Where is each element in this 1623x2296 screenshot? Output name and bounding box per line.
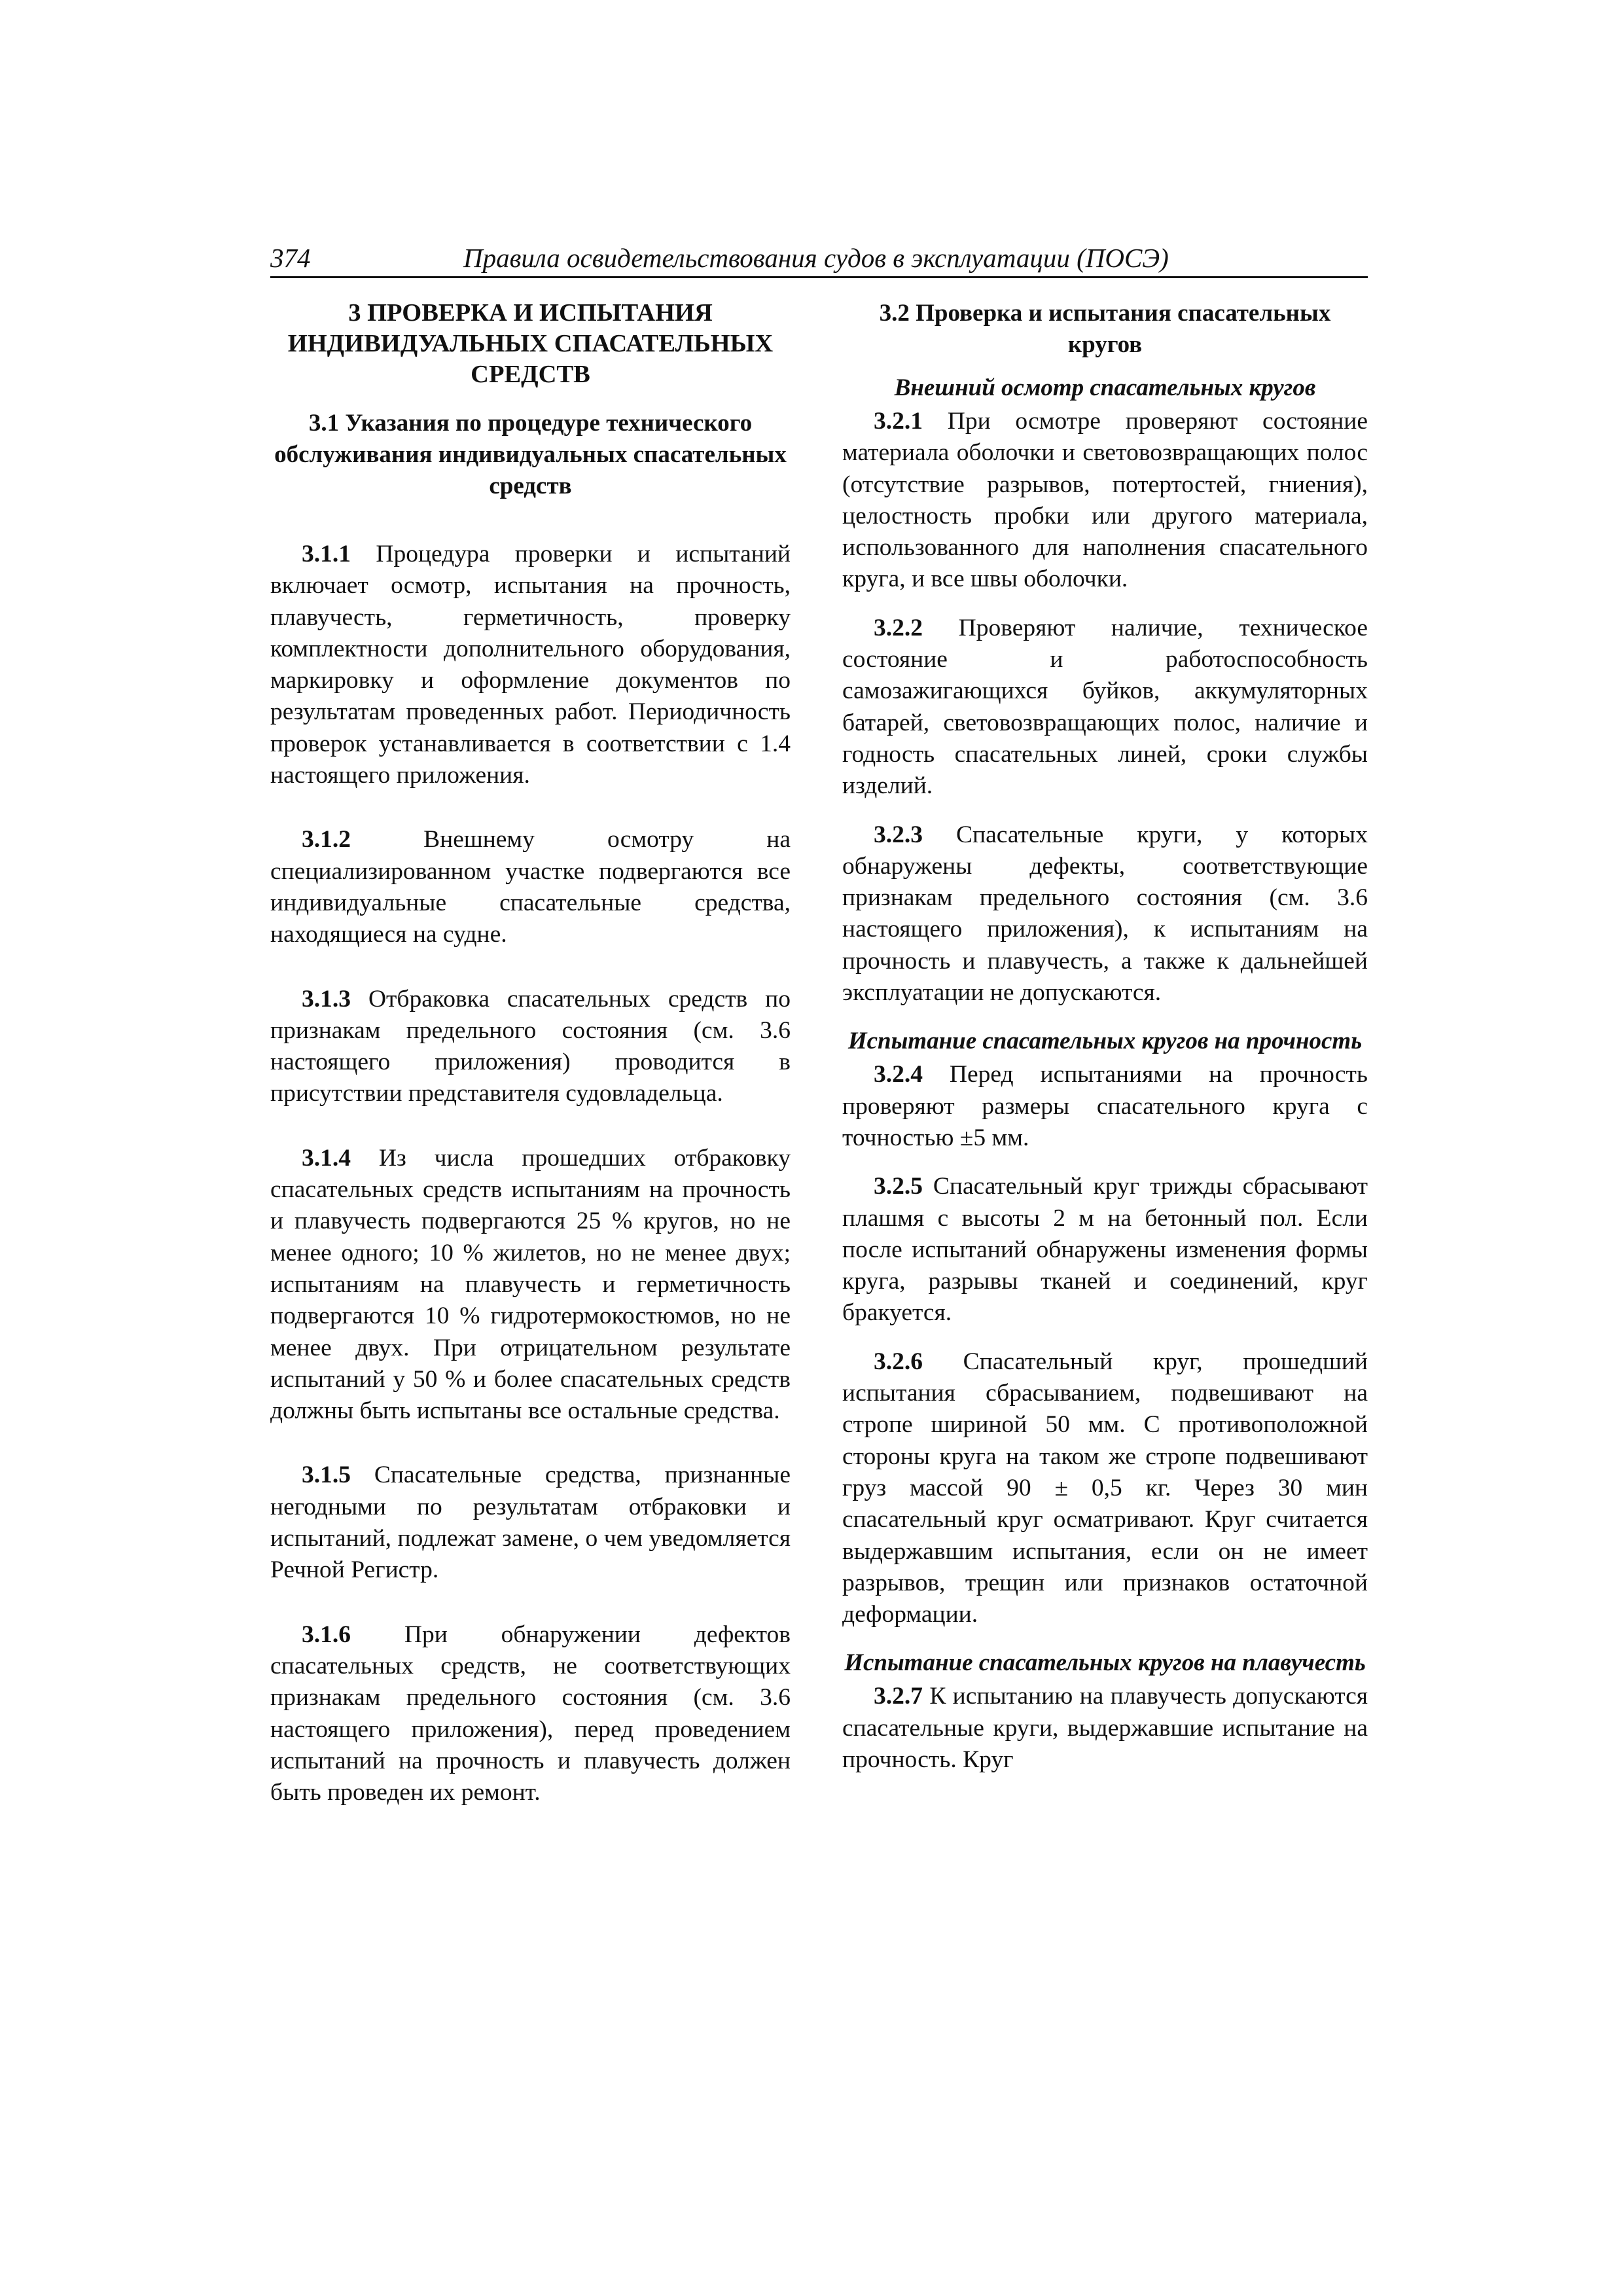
paragraph-number: 3.1.2 (302, 826, 351, 853)
paragraph-text: Внешнему осмотру на специализированном участке подвергаются все индивидуальные спасательные средства, находящиеся на судне. (270, 826, 791, 948)
heading-external-inspection: Внешний осмотр спасательных кругов (894, 374, 1316, 401)
running-title: Правила освидетельствования судов в эксплуатации (ПОСЭ) (463, 243, 1169, 273)
paragraph-text: Спасательные средства, признанные негодными по результатам отбраковки и испытаний, подлежат замене, о чем уведомляется Речной Регистр. (270, 1462, 791, 1584)
paragraph-number: 3.1.6 (302, 1621, 351, 1648)
subsection-title-3-1: 3.1 Указания по процедуре технического обслуживания индивидуальных спасательных средств (274, 410, 787, 499)
left-column (270, 298, 791, 1841)
paragraph-3-2-6 (842, 1346, 1368, 1631)
paragraph-text: При осмотре проверяют состояние материала оболочки и световозвращающих полос (отсутствие разрывов, потертостей, гниения), целостность пробки или другого материала, использованного для наполнения спасательного круга, и все швы оболочки. (842, 408, 1368, 593)
paragraph-number: 3.2.1 (874, 408, 923, 435)
paragraph-text: При обнаружении дефектов спасательных средств, не соответствующих признакам предельного состояния (см. 3.6 настоящего приложения), перед проведением испытаний на прочность и плавучесть должен быть проведен их ремонт. (270, 1621, 791, 1806)
paragraph-number: 3.1.1 (302, 541, 351, 567)
heading-buoyancy-test: Испытание спасательных кругов на плавучесть (844, 1649, 1366, 1677)
right-column (842, 298, 1368, 1793)
paragraph-3-1-6 (270, 1619, 791, 1809)
paragraph-number: 3.2.2 (874, 614, 923, 641)
paragraph-text: Перед испытаниями на прочность проверяют размеры спасательного круга с точностью ±5 мм. (842, 1061, 1368, 1151)
paragraph-3-1-1 (270, 539, 791, 791)
paragraph-text: Проверяют наличие, техническое состояние и работоспособность самозажигающихся буйков, аккумуляторных батарей, световозвращающих полос, наличие и годность спасательных линей, сроки службы изделий. (842, 614, 1368, 800)
paragraph-3-2-7 (842, 1681, 1368, 1776)
paragraph-number: 3.1.4 (302, 1144, 351, 1172)
paragraph-text: Из числа прошедших отбраковку спасательных средств испытаниям на прочность и плавучесть подвергаются 25 % кругов, но не менее одного; 10 % жилетов, но не менее двух; испытаниям на плавучесть и герметичность подвергаются 10 % гидротермокостюмов, но не менее двух. При отрицательном результате испытаний у 50 % и более спасательных средств должны быть испытаны все остальные средства. (270, 1144, 791, 1425)
page-number: 374 (270, 243, 311, 273)
paragraph-3-1-2 (270, 824, 791, 950)
running-header (270, 240, 1368, 278)
paragraph-number: 3.2.4 (874, 1061, 923, 1088)
paragraph-number: 3.1.5 (302, 1462, 351, 1489)
paragraph-3-1-4 (270, 1143, 791, 1427)
paragraph-text: Отбраковка спасательных средств по признакам предельного состояния (см. 3.6 настоящего приложения) проводится в присутствии представителя судовладельца. (270, 985, 791, 1107)
paragraph-text: К испытанию на плавучесть допускаются спасательные круги, выдержавшие испытание на прочность. Круг (842, 1683, 1368, 1773)
paragraph-text: Спасательные круги, у которых обнаружены дефекты, соответствующие признакам предельного состояния (см. 3.6 настоящего приложения), к испытаниям на прочность и плавучесть, а также к дальнейшей эксплуатации не допускаются. (842, 821, 1368, 1007)
paragraph-number: 3.2.5 (874, 1173, 923, 1200)
paragraph-3-2-4 (842, 1059, 1368, 1154)
heading-strength-test: Испытание спасательных кругов на прочность (847, 1028, 1363, 1055)
paragraph-number: 3.2.6 (874, 1348, 923, 1375)
paragraph-text: Спасательный круг трижды сбрасывают плашмя с высоты 2 м на бетонный пол. Если после испытаний обнаружены изменения формы круга, разрывы тканей и соединений, круг бракуется. (842, 1173, 1368, 1327)
paragraph-number: 3.2.7 (874, 1683, 923, 1710)
paragraph-3-2-3 (842, 819, 1368, 1009)
paragraph-text: Процедура проверки и испытаний включает осмотр, испытания на прочность, плавучесть, герметичность, проверку комплектности дополнительного оборудования, маркировку и оформление документов по результатам проведенных работ. Периодичность проверок устанавливается в соответствии с 1.4 настоящего приложения. (270, 541, 791, 789)
paragraph-3-2-5 (842, 1171, 1368, 1329)
paragraph-3-1-3 (270, 984, 791, 1110)
section-title: 3 ПРОВЕРКА И ИСПЫТАНИЯ ИНДИВИДУАЛЬНЫХ СПАСАТЕЛЬНЫХ СРЕДСТВ (287, 299, 774, 388)
subsection-title-3-2: 3.2 Проверка и испытания спасательных кругов (879, 300, 1331, 358)
paragraph-number: 3.1.3 (302, 985, 351, 1013)
paragraph-text: Спасательный круг, прошедший испытания сбрасыванием, подвешивают на стропе шириной 50 мм. С противоположной стороны круга на таком же стропе подвешивают груз массой 90 ± 0,5 кг. Через 30 мин спасательный круг осматривают. Круг считается выдержавшим испытания, если он не имеет разрывов, трещин или признаков остаточной деформации. (842, 1348, 1368, 1628)
paragraph-3-2-1 (842, 406, 1368, 596)
paragraph-number: 3.2.3 (874, 821, 923, 848)
paragraph-3-2-2 (842, 613, 1368, 802)
paragraph-3-1-5 (270, 1460, 791, 1586)
